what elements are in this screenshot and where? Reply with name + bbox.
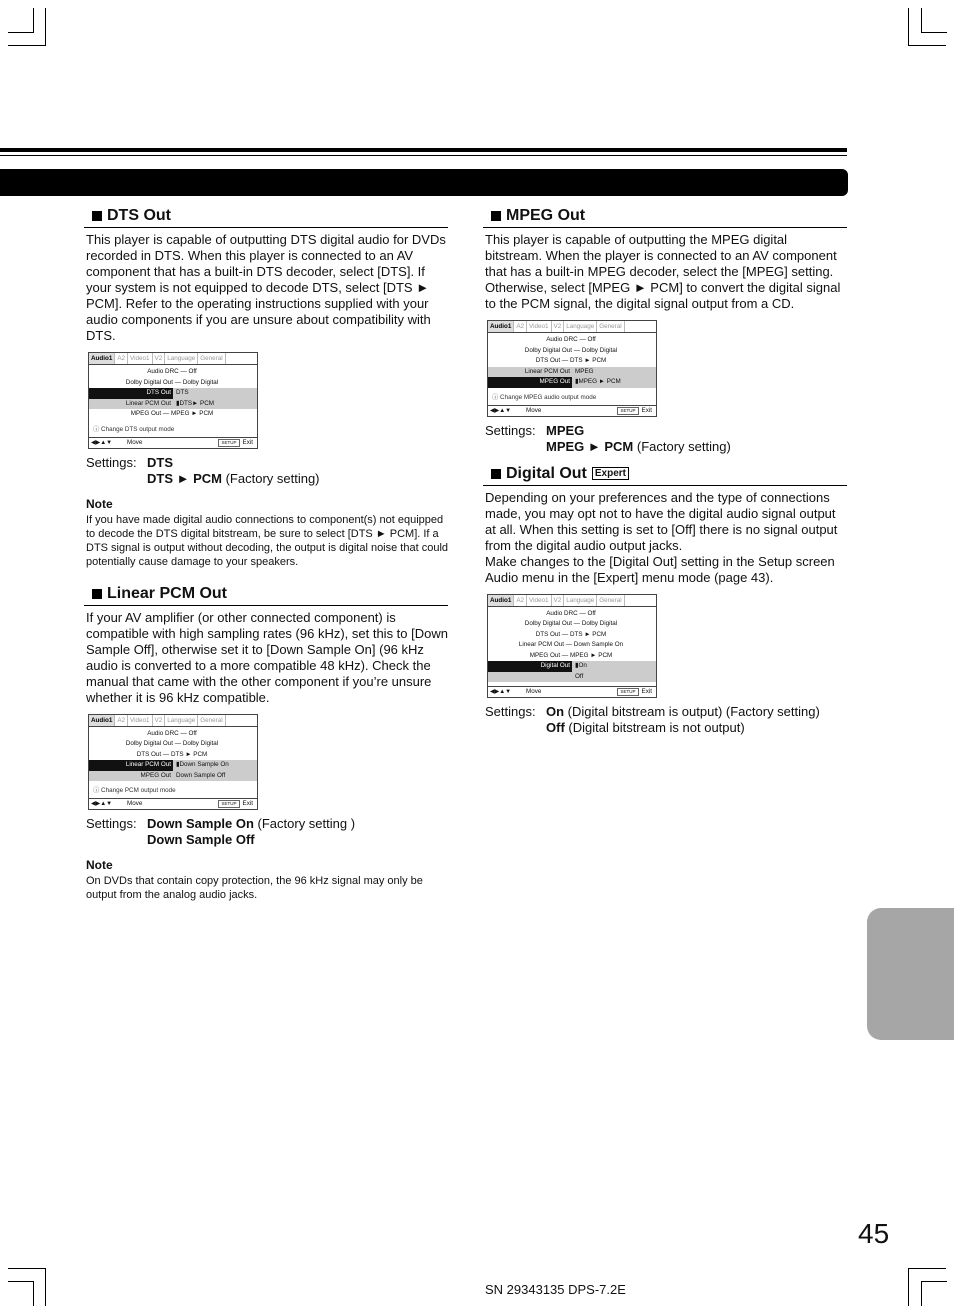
setup-tab: V2 [153,353,166,364]
setup-footer [89,437,257,448]
crop-mark [908,1268,909,1306]
setup-row-label: Linear PCM Out — Down Sample On [518,641,624,648]
setup-row-value: Down Sample Off [173,771,257,782]
setup-tab: Video1 [128,715,153,726]
setup-footer [488,686,656,697]
setup-tab: A2 [115,715,128,726]
mpeg-body: This player is capable of outputting the MPEG digital bitstream. When the player is connected to an AV component that has a built-in MPEG decoder, select the [MPEG] setting. Otherwise, select [MPEG ► PCM] to convert the digital signal to the PCM signal, the digital signal output from a CD. [485,232,841,311]
setup-tab: General [198,715,225,726]
crop-mark [921,1281,922,1306]
digital-body-2: Make changes to the [Digital Out] setting in the Setup screen Audio menu in the [Expert] menu mode (page 43). [485,553,835,585]
setup-row-label: MPEG Out [89,771,173,782]
setup-row-label: Digital Out [488,661,572,672]
pcm-setup-screen [88,714,258,811]
setup-row-label: Audio DRC — Off [546,336,596,343]
mpeg-setup-screen [487,320,657,417]
move-label: Move [526,406,542,414]
setup-tab: Language [165,715,198,726]
setup-key-icon: SETUP [617,688,638,696]
setup-tab: Audio1 [488,321,514,332]
setup-row-label: Audio DRC — Off [147,729,197,737]
setup-menu-row [89,388,257,399]
setup-info-line: ⓘ Change PCM output mode [93,787,176,795]
crop-mark [8,32,34,33]
setup-tabs [89,353,257,365]
setup-tab: Language [564,321,597,332]
expert-badge: Expert [592,467,629,480]
crop-mark [908,1268,946,1269]
setup-tab: A2 [115,353,128,364]
dts-body: This player is capable of outputting DTS digital audio for DVDs recorded in DTS. When this player is connected to an AV component that has a built-in DTS decoder, select [DTS]. If your system is not equipped to decode DTS, select [DTS ► PCM]. Refer to the operating instructions supplied with your audio components if you are unsure about compatibility with DTS. [86,232,446,343]
setup-info-line: ⓘ Change DTS output mode [93,425,175,433]
setup-row-label: MPEG Out — MPEG ► PCM [529,651,613,659]
setup-tab: Audio1 [89,353,115,364]
exit-label: Exit [242,438,253,446]
setup-row-label: DTS Out — DTS ► PCM [535,630,607,638]
setup-tab: V2 [153,715,166,726]
section-banner [0,169,848,196]
setup-tab: V2 [552,595,565,606]
square-bullet-icon [491,469,501,479]
setup-tabs [488,321,656,333]
setup-tab: General [597,321,624,332]
setup-row-value: ▮MPEG ► PCM [572,377,656,388]
setup-tab: Language [165,353,198,364]
setup-footer [488,405,656,416]
setup-tab: Language [564,595,597,606]
setup-menu-row [488,640,656,651]
setup-tabs [488,595,656,607]
setup-key-icon: SETUP [218,439,239,447]
setup-menu-row [89,399,257,410]
exit-label: Exit [641,406,652,414]
setup-menu-row [488,367,656,378]
move-label: Move [127,438,143,446]
setup-row-label: DTS Out — DTS ► PCM [535,357,607,364]
crop-mark [921,32,947,33]
digital-settings: Settings: On (Digital bitstream is output) (Factory setting) Off (Digital bitstream is not output) [485,704,820,735]
setup-row-label: MPEG Out — MPEG ► PCM [130,410,214,417]
setup-menu-row [89,729,257,740]
footer-code: SN 29343135 DPS-7.2E [485,1282,626,1297]
page-number: 45 [858,1218,890,1249]
left-column [86,207,448,903]
crop-mark [921,1281,947,1282]
arrow-keys-icon: ◀▶▲▼ [490,407,512,414]
crop-mark [33,1281,34,1306]
setup-row-label: Dolby Digital Out — Dolby Digital [524,620,618,627]
setup-menu-row [89,378,257,389]
setup-key-icon: SETUP [617,407,638,415]
setup-row-value: Off [572,672,656,683]
arrow-keys-icon: ◀▶▲▼ [91,801,113,808]
setup-row-label: DTS Out [89,388,173,399]
setup-menu-row [488,356,656,367]
setup-menu-row [89,760,257,771]
setup-row-label: Linear PCM Out [488,367,572,378]
setup-menu-row [89,750,257,761]
setup-menu-row [89,739,257,750]
digital-setup-screen [487,594,657,699]
setup-row-label [488,672,572,683]
crop-mark [921,8,922,33]
crop-mark [45,1268,46,1306]
setup-menu-row [488,346,656,357]
header-rule [0,148,847,152]
setup-tab: Video1 [128,353,153,364]
arrow-keys-icon: ◀▶▲▼ [91,439,113,446]
square-bullet-icon [92,589,102,599]
setup-row-value: ▮DTS► PCM [173,399,257,410]
mpeg-heading: MPEG Out [483,207,847,228]
exit-label: Exit [641,688,652,695]
crop-mark [45,8,46,46]
dts-setup-screen [88,352,258,449]
setup-tabs [89,715,257,727]
dts-note-title: Note [86,496,113,511]
setup-tab: Video1 [527,321,552,332]
right-column [485,207,847,736]
square-bullet-icon [92,211,102,221]
mpeg-settings: Settings: MPEG MPEG ► PCM (Factory setting) [485,422,731,454]
setup-menu-row [488,619,656,630]
setup-menu-row [89,409,257,420]
setup-footer [89,798,257,809]
setup-menu-row [488,630,656,641]
square-bullet-icon [491,211,501,221]
setup-row-label: Dolby Digital Out — Dolby Digital [524,346,618,354]
setup-row-label: Audio DRC — Off [546,609,596,617]
setup-menu-row [488,651,656,662]
setup-key-icon: SETUP [218,800,239,808]
crop-mark [908,8,909,46]
setup-menu-row [89,367,257,378]
setup-tab: Video1 [527,595,552,606]
setup-info-line: ⓘ Change MPEG audio output mode [492,393,597,401]
setup-row-label: Linear PCM Out [89,399,173,410]
setup-tab: A2 [514,321,527,332]
header-rule-thin [0,155,847,156]
side-thumb-tab [867,908,954,1040]
pcm-note-text: On DVDs that contain copy protection, the 96 kHz signal may only be output from the analog audio jacks. [86,875,423,902]
crop-mark [908,45,946,46]
setup-row-label: Dolby Digital Out — Dolby Digital [125,740,219,748]
pcm-body: If your AV amplifier (or other connected component) is compatible with high sampling rates (96 kHz), set this to [Down Sample Off], otherwise set it to [Down Sample On] (96 kHz audio is converted to a more compatible 48 kHz). Check the manual that came with the other component if you’re unsure whether it is 96 kHz compatible. [86,609,448,705]
setup-row-label: Linear PCM Out [89,760,173,771]
setup-tab: V2 [552,321,565,332]
move-label: Move [127,800,143,808]
setup-menu-row [488,377,656,388]
setup-row-value: DTS [173,388,257,399]
move-label: Move [526,688,542,695]
crop-mark [8,1268,46,1269]
setup-row-value: ▮Down Sample On [173,760,257,771]
setup-menu-row [89,771,257,782]
setup-row-label: MPEG Out [488,377,572,388]
digital-heading: Digital Out Expert [483,465,847,486]
crop-mark [8,45,46,46]
setup-menu-row [488,661,656,672]
crop-mark [8,1281,34,1282]
setup-tab: A2 [514,595,527,606]
setup-menu-row [488,609,656,620]
setup-tab: General [597,595,624,606]
setup-tab: Audio1 [488,595,514,606]
setup-row-value: MPEG [572,367,656,378]
pcm-note-title: Note [86,858,113,873]
crop-mark [33,8,34,33]
setup-row-value: ▮On [572,661,656,672]
pcm-heading: Linear PCM Out [84,585,448,606]
pcm-settings: Settings: Down Sample On (Factory setting ) Down Sample Off [86,816,356,848]
setup-tab: General [198,353,225,364]
setup-row-label: DTS Out — DTS ► PCM [136,750,208,758]
setup-row-label: Dolby Digital Out — Dolby Digital [125,378,219,386]
setup-menu-row [488,672,656,683]
setup-tab: Audio1 [89,715,115,726]
setup-row-label: Audio DRC — Off [147,368,197,375]
dts-settings: Settings: DTS DTS ► PCM (Factory setting) [86,454,320,486]
arrow-keys-icon: ◀▶▲▼ [490,689,512,695]
dts-note-text: If you have made digital audio connections to component(s) not equipped to decode the DTS digital bitstream, be sure to select [DTS ► PCM]. If a DTS signal is output without decoding, the output is digital noise that could potentially cause damage to your speakers. [86,513,449,569]
exit-label: Exit [242,800,253,808]
setup-menu-row [488,335,656,346]
dts-heading: DTS Out [84,207,448,228]
digital-body: Depending on your preferences and the type of connections made, you may opt not to have the digital audio signal output at all. When this setting is set to [Off] there is no signal output from the digital audio output jacks. [485,489,838,553]
